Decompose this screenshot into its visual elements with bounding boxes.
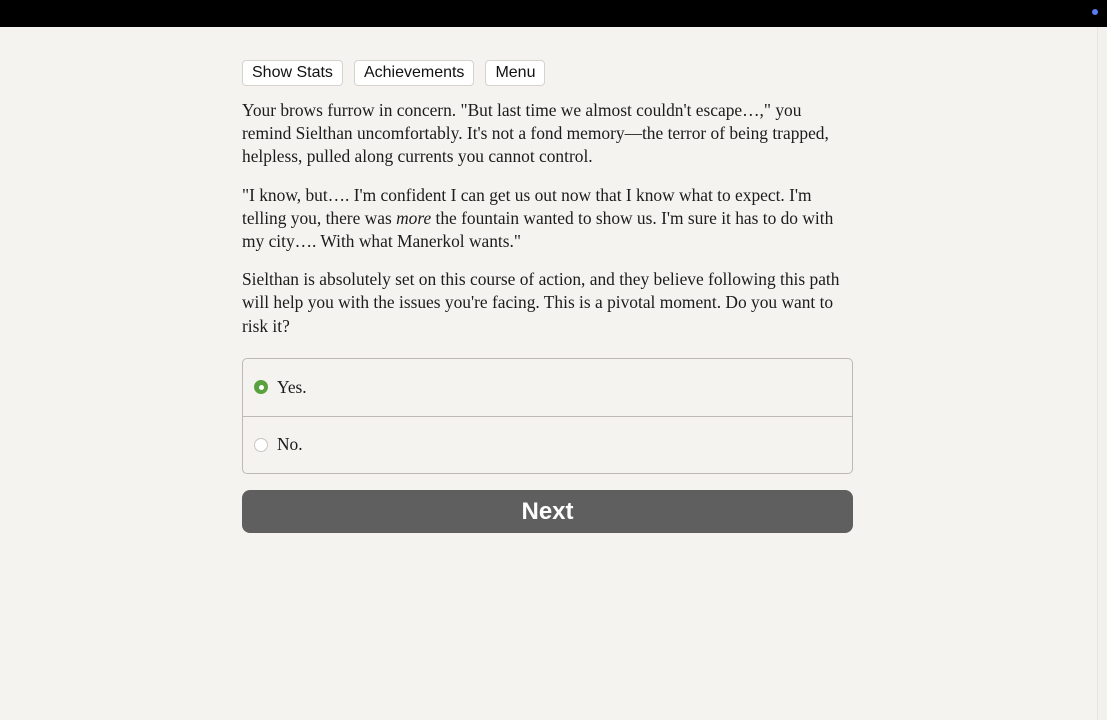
toolbar bbox=[242, 60, 853, 86]
paragraph-2-start: "I know, but…. I'm confident I can get us out now that I know what to expect. I'm telling you, there was bbox=[242, 184, 812, 228]
show-stats-button[interactable]: Show Stats bbox=[242, 60, 343, 86]
next-button[interactable]: Next bbox=[242, 490, 853, 533]
paragraph-1: Your brows furrow in concern. "But last time we almost couldn't escape…," you remind Sielthan uncomfortably. It's not a fond memory—the terror of being trapped, helpless, pulled along currents you cannot control. bbox=[242, 100, 829, 167]
paragraph-3: Sielthan is absolutely set on this course of action, and they believe following this path will help you with the issues you're facing. This is a pivotal moment. Do you want to risk it? bbox=[242, 269, 840, 336]
choice-yes[interactable] bbox=[243, 359, 852, 416]
story-passage bbox=[242, 99, 853, 338]
status-dot-icon bbox=[1092, 9, 1098, 15]
radio-selected-icon[interactable] bbox=[254, 380, 268, 394]
choice-list bbox=[242, 358, 853, 474]
paragraph-2 bbox=[242, 184, 853, 254]
game-content bbox=[242, 60, 853, 533]
choice-label: Yes. bbox=[277, 376, 307, 397]
menu-button[interactable]: Menu bbox=[485, 60, 545, 86]
choice-no[interactable] bbox=[243, 416, 852, 473]
achievements-button[interactable]: Achievements bbox=[354, 60, 475, 86]
scrollbar[interactable] bbox=[1097, 27, 1107, 720]
paragraph-2-end: the fountain wanted to show us. I'm sure it has to do with my city…. With what Manerkol wants." bbox=[242, 207, 834, 252]
radio-unselected-icon[interactable] bbox=[254, 438, 268, 452]
choice-label: No. bbox=[277, 434, 303, 455]
top-bar bbox=[0, 0, 1107, 27]
emphasis-text: more bbox=[396, 207, 432, 228]
